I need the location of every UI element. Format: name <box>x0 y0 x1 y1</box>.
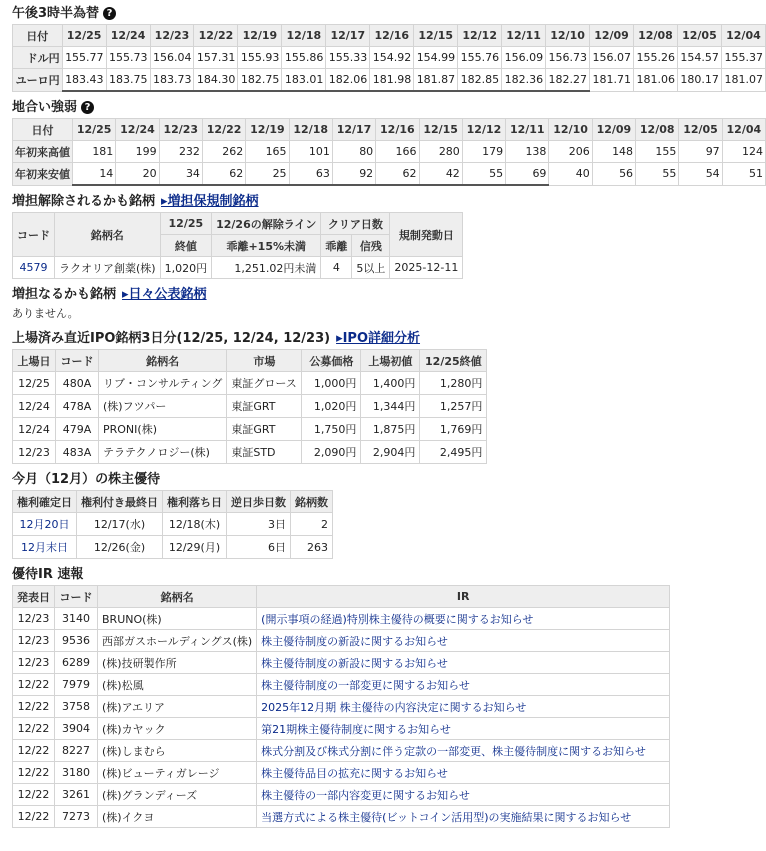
ir-cell: 12/22 <box>13 718 55 740</box>
cell-value: 184.30 <box>194 69 238 92</box>
ir-title-cell <box>257 630 670 652</box>
table-row <box>13 674 670 696</box>
breadth-title: 地合い強弱 <box>12 100 78 115</box>
yutai-date-cell <box>13 513 77 536</box>
ir-title-link[interactable]: 株主優待の一部内容変更に関するお知らせ <box>261 788 470 802</box>
ipo-section-title <box>12 329 766 349</box>
cell-value: 182.27 <box>546 69 590 92</box>
table-row <box>13 740 670 762</box>
cell-value: 155.76 <box>458 47 502 69</box>
breadth-table-wrap <box>12 118 766 186</box>
date-header: 12/05 <box>679 119 722 141</box>
ipo-cell: 1,875円 <box>361 418 420 441</box>
table-row <box>13 372 487 395</box>
cell-value: 154.57 <box>677 47 721 69</box>
ir-cell: 3140 <box>55 608 98 630</box>
table-row <box>13 513 333 536</box>
cell-value: 155.86 <box>282 47 326 69</box>
stock-code-link[interactable]: 4579 <box>19 261 48 274</box>
ir-cell: 12/23 <box>13 608 55 630</box>
cell-value: 182.36 <box>502 69 546 92</box>
cell-value: 155 <box>636 141 679 163</box>
ipo-col-header: 上場日 <box>13 350 56 372</box>
no-items-text: ありません。 <box>12 307 79 320</box>
ipo-col-header: 市場 <box>227 350 302 372</box>
cell-value: 232 <box>159 141 202 163</box>
cell-value: 181 <box>73 141 116 163</box>
table-row <box>13 257 463 279</box>
ir-cell: 7979 <box>55 674 98 696</box>
ipo-cell: 1,769円 <box>420 418 487 441</box>
margin-release-table <box>12 212 463 279</box>
col-clear-b: 信残 <box>352 235 390 257</box>
breadth-section-title <box>12 98 766 118</box>
fx-table <box>12 24 766 92</box>
cell-value: 280 <box>419 141 462 163</box>
ipo-cell: テラテクノロジー(株) <box>99 441 227 464</box>
ir-cell: (株)アエリア <box>98 696 257 718</box>
cell-value: 156.73 <box>546 47 590 69</box>
ir-cell: 9536 <box>55 630 98 652</box>
ir-cell: 12/22 <box>13 806 55 828</box>
date-header: 12/18 <box>282 25 326 47</box>
cell-value: 183.43 <box>62 69 106 92</box>
ir-col-header: 発表日 <box>13 586 55 608</box>
cell-value: 183.75 <box>106 69 150 92</box>
yutai-col-header: 権利確定日 <box>13 491 77 513</box>
date-header: 12/19 <box>238 25 282 47</box>
ir-section-title <box>12 565 766 585</box>
cell-value: 34 <box>159 163 202 186</box>
cell-value: 182.85 <box>458 69 502 92</box>
ipo-cell: 12/24 <box>13 395 56 418</box>
ipo-table <box>12 349 487 464</box>
ir-title-link[interactable]: 第21期株主優待制度に関するお知らせ <box>261 722 451 736</box>
release-line: 1,251.02円未満 <box>212 257 321 279</box>
cell-value: 20 <box>116 163 159 186</box>
yutai-date-cell <box>13 536 77 559</box>
yutai-cell: 12/29(月) <box>163 536 227 559</box>
breadth-table <box>12 118 766 186</box>
yutai-section-title <box>12 470 766 490</box>
cell-value: 181.98 <box>370 69 414 92</box>
date-header: 12/12 <box>462 119 505 141</box>
ipo-cell: 東証STD <box>227 441 302 464</box>
ipo-cell: 12/23 <box>13 441 56 464</box>
ipo-cell: 12/24 <box>13 418 56 441</box>
ir-cell: 12/22 <box>13 740 55 762</box>
margin-regulation-link[interactable]: ▸増担保規制銘柄 <box>161 194 259 209</box>
ir-title-link[interactable]: 株主優待制度の新設に関するお知らせ <box>261 656 448 670</box>
cell-value: 62 <box>202 163 245 186</box>
date-header: 12/11 <box>506 119 549 141</box>
col-name: 銘柄名 <box>55 213 161 257</box>
yutai-cell: 263 <box>291 536 333 559</box>
table-row <box>13 608 670 630</box>
ipo-cell: (株)フツパー <box>99 395 227 418</box>
cell-value: 155.26 <box>634 47 678 69</box>
date-header: 12/19 <box>246 119 289 141</box>
ipo-cell: PRONI(株) <box>99 418 227 441</box>
cell-value: 155.73 <box>106 47 150 69</box>
ir-title-cell <box>257 740 670 762</box>
date-header: 12/04 <box>722 119 765 141</box>
cell-value: 181.87 <box>414 69 458 92</box>
ir-title-cell <box>257 674 670 696</box>
cell-value: 54 <box>679 163 722 186</box>
cell-value: 181.06 <box>634 69 678 92</box>
ipo-col-header: 銘柄名 <box>99 350 227 372</box>
ir-cell: 12/23 <box>13 652 55 674</box>
yutai-cell: 12/18(木) <box>163 513 227 536</box>
margin-new-section-title <box>12 285 766 305</box>
ir-cell: 8227 <box>55 740 98 762</box>
fx-title: 午後3時半為替 <box>12 6 100 21</box>
date-header: 12/25 <box>62 25 106 47</box>
ir-cell: 12/22 <box>13 784 55 806</box>
ir-title-link[interactable]: 株主優待制度の新設に関するお知らせ <box>261 634 448 648</box>
cell-value: 182.06 <box>326 69 370 92</box>
cell-value: 183.73 <box>150 69 194 92</box>
row-label: ドル円 <box>13 47 63 69</box>
date-header-label: 日付 <box>13 119 73 141</box>
yutai-cell: 12/26(金) <box>77 536 163 559</box>
ir-cell: 3261 <box>55 784 98 806</box>
ipo-cell: 1,400円 <box>361 372 420 395</box>
yutai-date-link[interactable]: 12月20日 <box>19 518 70 531</box>
ir-title-link[interactable]: (開示事項の経過)特別株主優待の概要に関するお知らせ <box>261 612 534 626</box>
col-line-bottom: 乖離+15%未満 <box>212 235 321 257</box>
ir-col-header: コード <box>55 586 98 608</box>
yutai-title: 今月（12月）の株主優待 <box>12 472 161 487</box>
help-icon[interactable]: ? <box>103 7 116 20</box>
ipo-cell: 1,020円 <box>302 395 361 418</box>
date-header: 12/05 <box>677 25 721 47</box>
cell-value: 181.07 <box>721 69 765 92</box>
date-header: 12/16 <box>376 119 419 141</box>
cell-value: 154.99 <box>414 47 458 69</box>
ipo-cell: 479A <box>56 418 99 441</box>
ipo-cell: 2,495円 <box>420 441 487 464</box>
ipo-cell: 1,000円 <box>302 372 361 395</box>
cell-value: 42 <box>419 163 462 186</box>
cell-value: 80 <box>332 141 375 163</box>
cell-value: 155.93 <box>238 47 282 69</box>
ipo-cell: 1,750円 <box>302 418 361 441</box>
ir-cell: (株)しまむら <box>98 740 257 762</box>
cell-value: 51 <box>722 163 765 186</box>
cell-value: 157.31 <box>194 47 238 69</box>
date-header: 12/09 <box>592 119 635 141</box>
date-header: 12/17 <box>332 119 375 141</box>
cell-value: 154.92 <box>370 47 414 69</box>
date-header: 12/15 <box>414 25 458 47</box>
ipo-cell: 東証グロース <box>227 372 302 395</box>
cell-value: 63 <box>289 163 332 186</box>
date-header: 12/10 <box>546 25 590 47</box>
ir-cell: (株)グランディーズ <box>98 784 257 806</box>
margin-release-section-title <box>12 192 766 212</box>
ipo-cell: リブ・コンサルティング <box>99 372 227 395</box>
table-row <box>13 630 670 652</box>
ir-cell: 12/23 <box>13 630 55 652</box>
cell-value: 25 <box>246 163 289 186</box>
ipo-cell: 1,280円 <box>420 372 487 395</box>
ipo-cell: 東証GRT <box>227 418 302 441</box>
table-row <box>13 806 670 828</box>
date-header: 12/24 <box>106 25 150 47</box>
cell-value: 55 <box>462 163 505 186</box>
date-header: 12/18 <box>289 119 332 141</box>
margin-new-title: 増担なるかも銘柄 <box>12 287 117 302</box>
ir-cell: 6289 <box>55 652 98 674</box>
cell-value: 182.75 <box>238 69 282 92</box>
cell-value: 181.71 <box>590 69 634 92</box>
ipo-cell: 483A <box>56 441 99 464</box>
ir-title-link[interactable]: 株式分割及び株式分割に伴う定款の一部変更、株主優待制度に関するお知らせ <box>261 744 646 758</box>
cell-value: 40 <box>549 163 592 186</box>
cell-value: 166 <box>376 141 419 163</box>
ipo-cell: 1,257円 <box>420 395 487 418</box>
cell-value: 97 <box>679 141 722 163</box>
table-row <box>13 441 487 464</box>
cell-value: 156.07 <box>590 47 634 69</box>
ir-title-cell <box>257 784 670 806</box>
clear-days-a: 4 <box>321 257 352 279</box>
ipo-cell: 480A <box>56 372 99 395</box>
ir-cell: BRUNO(株) <box>98 608 257 630</box>
table-row <box>13 47 766 69</box>
ir-cell: (株)ビューティガレージ <box>98 762 257 784</box>
ipo-cell: 12/25 <box>13 372 56 395</box>
close-price: 1,020円 <box>160 257 212 279</box>
cell-value: 138 <box>506 141 549 163</box>
ipo-col-header: コード <box>56 350 99 372</box>
cell-value: 156.09 <box>502 47 546 69</box>
yutai-table <box>12 490 333 559</box>
date-header: 12/08 <box>634 25 678 47</box>
date-header: 12/22 <box>194 25 238 47</box>
yutai-date-link[interactable]: 12月末日 <box>21 541 68 554</box>
cell-value: 155.33 <box>326 47 370 69</box>
ir-title-link[interactable]: 株主優待制度の一部変更に関するお知らせ <box>261 678 470 692</box>
cell-value: 62 <box>376 163 419 186</box>
cell-value: 124 <box>722 141 765 163</box>
help-icon[interactable]: ? <box>81 101 94 114</box>
yutai-cell: 12/17(水) <box>77 513 163 536</box>
daily-published-link[interactable]: ▸日々公表銘柄 <box>122 287 207 302</box>
yutai-cell: 2 <box>291 513 333 536</box>
date-header: 12/10 <box>549 119 592 141</box>
ir-cell: 3904 <box>55 718 98 740</box>
row-label: ユーロ円 <box>13 69 63 92</box>
cell-value: 165 <box>246 141 289 163</box>
date-header: 12/12 <box>458 25 502 47</box>
cell-value: 69 <box>506 163 549 186</box>
ir-cell: (株)松風 <box>98 674 257 696</box>
date-header: 12/08 <box>636 119 679 141</box>
ir-cell: 12/22 <box>13 674 55 696</box>
table-row <box>13 696 670 718</box>
cell-value: 155.37 <box>721 47 765 69</box>
ir-table <box>12 585 670 828</box>
ipo-title: 上場済み直近IPO銘柄3日分(12/25, 12/24, 12/23) <box>12 331 331 346</box>
cell-value: 199 <box>116 141 159 163</box>
ir-col-header: 銘柄名 <box>98 586 257 608</box>
margin-release-title: 増担解除されるかも銘柄 <box>12 194 156 209</box>
ipo-cell: 2,090円 <box>302 441 361 464</box>
table-row <box>13 395 487 418</box>
clear-days-b: 5以上 <box>352 257 390 279</box>
ipo-col-header: 公募価格 <box>302 350 361 372</box>
ipo-cell: 1,344円 <box>361 395 420 418</box>
start-date: 2025-12-11 <box>390 257 463 279</box>
ir-title-cell <box>257 762 670 784</box>
ir-cell: (株)カヤック <box>98 718 257 740</box>
cell-value: 179 <box>462 141 505 163</box>
col-clear-a: 乖離 <box>321 235 352 257</box>
ir-cell: 12/22 <box>13 696 55 718</box>
ipo-cell: 2,904円 <box>361 441 420 464</box>
ir-title-link[interactable]: 当選方式による株主優待(ビットコイン活用型)の実施結果に関するお知らせ <box>261 810 632 824</box>
date-header: 12/04 <box>721 25 765 47</box>
cell-value: 262 <box>202 141 245 163</box>
cell-value: 92 <box>332 163 375 186</box>
date-header: 12/24 <box>116 119 159 141</box>
cell-value: 155.77 <box>62 47 106 69</box>
ipo-cell: 478A <box>56 395 99 418</box>
table-row <box>13 718 670 740</box>
cell-value: 148 <box>592 141 635 163</box>
date-header: 12/11 <box>502 25 546 47</box>
date-header: 12/23 <box>150 25 194 47</box>
yutai-col-header: 権利落ち日 <box>163 491 227 513</box>
ir-title-link[interactable]: 2025年12月期 株主優待の内容決定に関するお知らせ <box>261 700 527 714</box>
ir-cell: 12/22 <box>13 762 55 784</box>
col-close-top: 12/25 <box>160 213 212 235</box>
col-close-bottom: 終値 <box>160 235 212 257</box>
ir-cell: 7273 <box>55 806 98 828</box>
yutai-col-header: 権利付き最終日 <box>77 491 163 513</box>
table-row <box>13 163 766 186</box>
table-row <box>13 141 766 163</box>
ir-cell: 3180 <box>55 762 98 784</box>
ipo-col-header: 12/25終値 <box>420 350 487 372</box>
date-header: 12/17 <box>326 25 370 47</box>
ir-title-link[interactable]: 株主優待品目の拡充に関するお知らせ <box>261 766 448 780</box>
col-clear: クリア日数 <box>321 213 390 235</box>
date-header: 12/15 <box>419 119 462 141</box>
table-row <box>13 69 766 92</box>
ir-cell: (株)技研製作所 <box>98 652 257 674</box>
cell-value: 101 <box>289 141 332 163</box>
ir-title: 優待IR 速報 <box>12 567 84 582</box>
ir-cell: 西部ガスホールディングス(株) <box>98 630 257 652</box>
cell-value: 206 <box>549 141 592 163</box>
table-row <box>13 536 333 559</box>
row-label: 年初来高値 <box>13 141 73 163</box>
table-row <box>13 762 670 784</box>
table-row <box>13 784 670 806</box>
yutai-col-header: 逆日歩日数 <box>227 491 291 513</box>
date-header: 12/16 <box>370 25 414 47</box>
ir-title-cell <box>257 608 670 630</box>
date-header: 12/22 <box>202 119 245 141</box>
date-header: 12/09 <box>590 25 634 47</box>
date-header: 12/25 <box>73 119 116 141</box>
yutai-cell: 3日 <box>227 513 291 536</box>
col-line-top: 12/26の解除ライン <box>212 213 321 235</box>
ir-cell: 3758 <box>55 696 98 718</box>
ipo-analysis-link[interactable]: ▸IPO詳細分析 <box>336 331 421 346</box>
cell-value: 56 <box>592 163 635 186</box>
fx-section-title <box>12 4 766 24</box>
row-label: 年初来安値 <box>13 163 73 186</box>
stock-name: ラクオリア創薬(株) <box>55 257 161 279</box>
ir-col-header: IR <box>257 586 670 608</box>
ipo-col-header: 上場初値 <box>361 350 420 372</box>
cell-value: 180.17 <box>677 69 721 92</box>
col-code: コード <box>13 213 55 257</box>
ir-title-cell <box>257 696 670 718</box>
ir-title-cell <box>257 652 670 674</box>
date-header-label: 日付 <box>13 25 63 47</box>
yutai-col-header: 銘柄数 <box>291 491 333 513</box>
ir-cell: (株)イクヨ <box>98 806 257 828</box>
table-row <box>13 418 487 441</box>
ipo-cell: 東証GRT <box>227 395 302 418</box>
ir-title-cell <box>257 718 670 740</box>
date-header: 12/23 <box>159 119 202 141</box>
cell-value: 55 <box>636 163 679 186</box>
ir-title-cell <box>257 806 670 828</box>
table-row <box>13 652 670 674</box>
cell-value: 183.01 <box>282 69 326 92</box>
yutai-cell: 6日 <box>227 536 291 559</box>
col-start: 規制発動日 <box>390 213 463 257</box>
cell-value: 14 <box>73 163 116 186</box>
fx-table-wrap <box>12 24 766 92</box>
cell-value: 156.04 <box>150 47 194 69</box>
